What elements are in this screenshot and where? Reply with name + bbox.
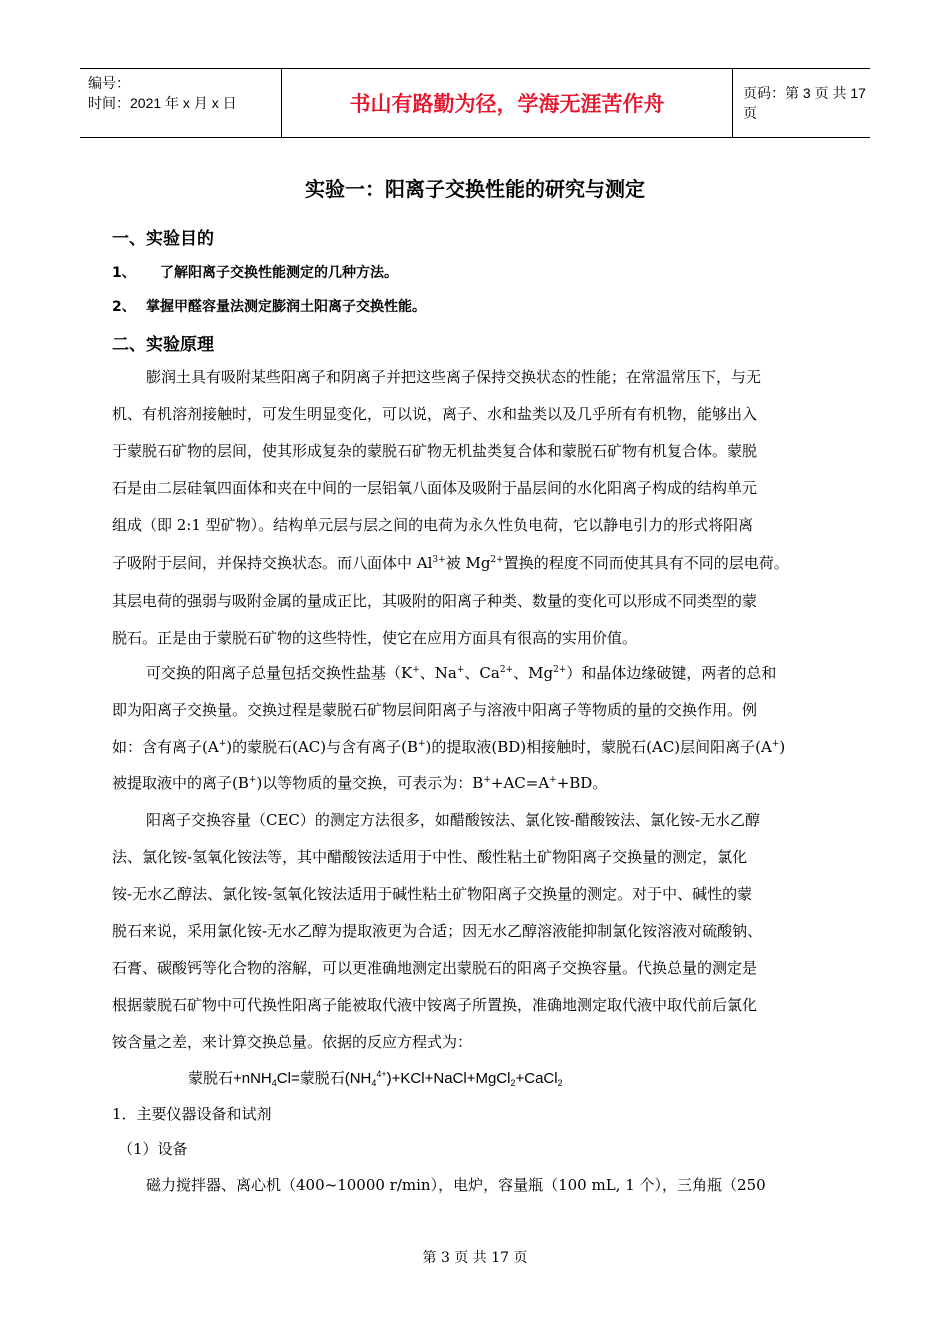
list-item: 了解阳离子交换性能测定的几种方法。 [160, 265, 398, 281]
paragraph-line: 铵含量之差，来计算交换总量。依据的反应方程式为： [112, 1033, 473, 1051]
number-label: 编号： [88, 75, 130, 91]
section-heading-principle: 二、实验原理 [112, 335, 214, 355]
time-label: 时间：2021 年 x 月 x 日 [88, 95, 237, 111]
header-left-cell [80, 69, 281, 137]
list-item: 掌握甲醛容量法测定膨润土阳离子交换性能。 [146, 299, 426, 315]
paragraph-line: 磁力搅拌器、离心机（400~10000 r/min），电炉，容量瓶（100 mL, 1 个），三角瓶（250 [146, 1176, 766, 1194]
paragraph-line: 脱石。正是由于蒙脱石矿物的这些特性，使它在应用方面具有很高的实用价值。 [112, 629, 638, 647]
paragraph-line: 阳离子交换容量（CEC）的测定方法很多，如醋酸铵法、氯化铵-醋酸铵法、氯化铵-无水乙醇 [146, 811, 761, 829]
paragraph-line: 铵-无水乙醇法、氯化铵-氢氧化铵法适用于碱性粘土矿物阳离子交换量的测定。对于中、碱性的蒙 [112, 885, 753, 903]
paragraph-line: 组成（即 2:1 型矿物）。结构单元层与层之间的电荷为永久性负电荷，它以静电引力的形式将阳离 [112, 516, 754, 534]
page-info: 页码：第 3 页 共 17 页 [743, 85, 866, 121]
page-footer: 第 3 页 共 17 页 [422, 1250, 528, 1266]
paragraph-line: 被提取液中的离子(B+)以等物质的量交换，可表示为：B++AC=A++BD。 [112, 774, 608, 792]
paragraph-line: 膨润土具有吸附某些阳离子和阴离子并把这些离子保持交换状态的性能；在常温常压下，与无 [146, 368, 762, 386]
header-motto-cell [281, 69, 733, 137]
subsection-item: （1）设备 [118, 1140, 188, 1158]
paragraph-line: 脱石来说，采用氯化铵-无水乙醇为提取液更为合适；因无水乙醇溶液能抑制氯化铵溶液对硫酸钠、 [112, 922, 763, 940]
header-table [80, 68, 870, 138]
paragraph-line: 石膏、碳酸钙等化合物的溶解，可以更准确地测定出蒙脱石的阳离子交换容量。代换总量的测定是 [112, 959, 758, 977]
page-title: 实验一：阳离子交换性能的研究与测定 [305, 177, 645, 201]
paragraph-line: 即为阳离子交换量。交换过程是蒙脱石矿物层间阳离子与溶液中阳离子等物质的量的交换作用。例 [112, 701, 758, 719]
subsection-heading: 1．主要仪器设备和试剂 [112, 1105, 272, 1123]
motto: 书山有路勤为径，学海无涯苦作舟 [349, 92, 665, 116]
header-page-cell [733, 69, 870, 137]
paragraph-line: 于蒙脱石矿物的层间，使其形成复杂的蒙脱石矿物无机盐类复合体和蒙脱石矿物有机复合体。蒙脱 [112, 442, 758, 460]
paragraph-line: 机、有机溶剂接触时，可发生明显变化，可以说，离子、水和盐类以及几乎所有有机物，能够出入 [112, 405, 758, 423]
paragraph-line: 石是由二层硅氧四面体和夹在中间的一层铝氧八面体及吸附于晶层间的水化阳离子构成的结构单元 [112, 479, 758, 497]
paragraph-line: 其层电荷的强弱与吸附金属的量成正比，其吸附的阳离子种类、数量的变化可以形成不同类型的蒙 [112, 592, 758, 610]
reaction-equation: 蒙脱石+nNH$_4$Cl=蒙脱石$(NH_4^{4+})+KCl+NaCl+MgCl_2+CaCl_2$ [188, 1069, 563, 1088]
paragraph-line: 法、氯化铵-氢氧化铵法等，其中醋酸铵法适用于中性、酸性粘土矿物阳离子交换量的测定，氯化 [112, 848, 748, 866]
paragraph-line: 子吸附于层间，并保持交换状态。而八面体中 $Al^{3+}$被 $Mg^{2+}$置换的程度不同而使其具有不同的层电荷。 [112, 554, 789, 572]
paragraph-line: 根据蒙脱石矿物中可代换性阳离子能被取代液中铵离子所置换，准确地测定取代液中取代前后氯化 [112, 996, 758, 1014]
paragraph-line: 可交换的阳离子总量包括交换性盐基（K+、Na+、$Ca^{2+}$、$Mg^{2+}$）和晶体边缘破键，两者的总和 [146, 664, 777, 682]
list-item-number: 1、 [112, 265, 136, 281]
list-item-number: 2、 [112, 299, 136, 315]
paragraph-line: 如：含有离子(A+)的蒙脱石(AC)与含有离子(B+)的提取液(BD)相接触时，蒙脱石(AC)层间阳离子(A+) [112, 738, 786, 756]
section-heading-purpose: 一、实验目的 [112, 229, 214, 249]
